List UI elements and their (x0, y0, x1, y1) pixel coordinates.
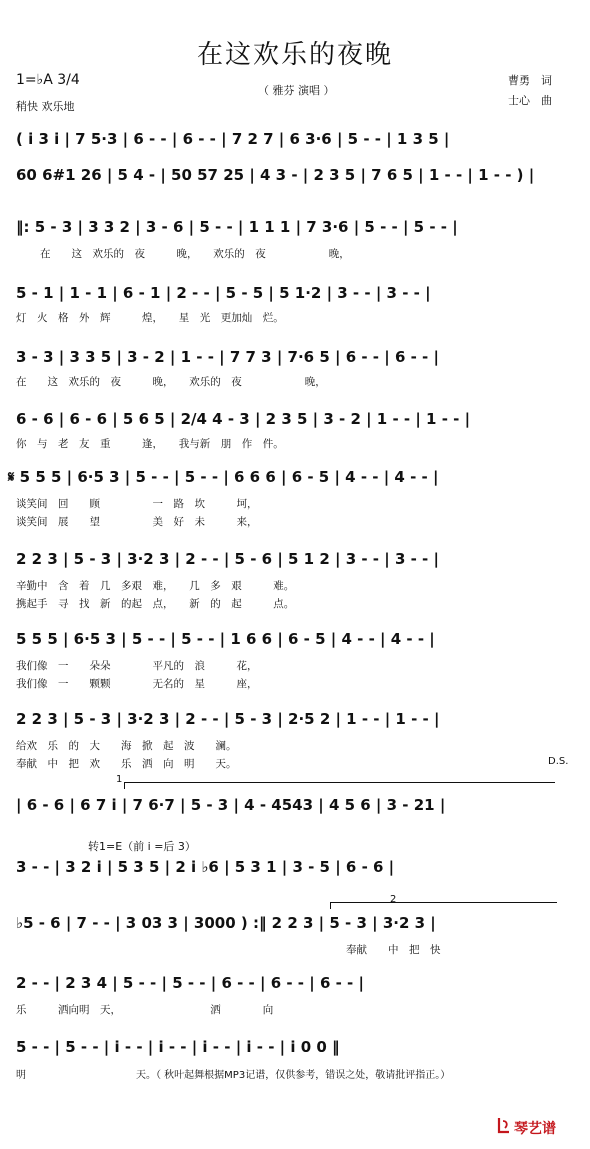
lyric-line: 我们像 一 颗颗 无名的 星 座， (16, 678, 258, 690)
lyricist-credit: 曹勇 词 (508, 74, 552, 87)
volta-number: 2 (390, 894, 397, 905)
dal-segno-marking: D.S. (548, 756, 569, 767)
volta-bracket-1 (124, 782, 555, 789)
notation-row: 2 2 3 | 5 - 3 | 3·2 3 | 2 - - | 5 - 3 | 2·5 2 | 1 - - | 1 - - | (16, 710, 440, 728)
brand-name: 琴艺谱 (514, 1121, 556, 1137)
modulation-marking: 转1=E（前 i =后 3） (88, 840, 196, 853)
notation-row: 5 - - | 5 - - | i - - | i - - | i - - | i - - | i 0 0 ‖ (16, 1038, 340, 1056)
notation-row: 2 2 3 | 5 - 3 | 3·2 3 | 2 - - | 5 - 6 | 5 1 2 | 3 - - | 3 - - | (16, 550, 439, 568)
notation-row: 𝄋 5 5 5 | 6·5 3 | 5 - - | 5 - - | 6 6 6 | 6 - 5 | 4 - - | 4 - - | (8, 468, 439, 486)
notation-row: 3 - 3 | 3 3 5 | 3 - 2 | 1 - - | 7 7 3 | 7·6 5 | 6 - - | 6 - - | (16, 348, 439, 366)
tempo-marking: 稍快 欢乐地 (16, 100, 75, 113)
volta-number: 1 (116, 774, 123, 785)
lyric-line: 奉献 中 把 快 (346, 944, 441, 956)
notation-row: 3 - - | 3 2 i | 5 3 5 | 2 i ♭6 | 5 3 1 | 3 - 5 | 6 - 6 | (16, 858, 395, 876)
lyric-line: 谈笑间 回 顾 一 路 坎 坷， (16, 498, 258, 510)
composer-credit: 士心 曲 (508, 94, 552, 107)
notation-row: 5 5 5 | 6·5 3 | 5 - - | 5 - - | 1 6 6 | 6 - 5 | 4 - - | 4 - - | (16, 630, 435, 648)
brand-logo-icon (496, 1116, 512, 1134)
lyric-line: 我们像 一 朵朵 平凡的 浪 花， (16, 660, 258, 672)
lyric-line: 灯 火 格 外 辉 煌， 星 光 更加灿 烂。 (16, 312, 284, 324)
notation-row: 2 - - | 2 3 4 | 5 - - | 5 - - | 6 - - | 6 - - | 6 - - | (16, 974, 364, 992)
lyric-line: 携起手 寻 找 新 的起 点， 新 的 起 点。 (16, 598, 295, 610)
notation-row: ( i 3 i | 7 5·3 | 6 - - | 6 - - | 7 2 7 | 6 3·6 | 5 - - | 1 3 5 | (16, 130, 450, 148)
singer-credit: （ 雅芬 演唱 ） (258, 84, 335, 97)
notation-row: | 6 - 6 | 6 7 i | 7 6·7 | 5 - 3 | 4 - 4543 | 4 5 6 | 3 - 21 | (16, 796, 446, 814)
lyric-line: 奉献 中 把 欢 乐 洒 向 明 天。 (16, 758, 237, 770)
notation-row: ♭5 - 6 | 7 - - | 3 03 3 | 3000 ) :‖ 2 2 3 | 5 - 3 | 3·2 3 | (16, 914, 436, 932)
lyric-line: 辛勤中 含 着 几 多艰 难， 几 多 艰 难。 (16, 580, 295, 592)
lyric-line: 给欢 乐 的 大 海 掀 起 波 澜。 (16, 740, 237, 752)
notation-row: 60 6#1 26 | 5 4 - | 50 57 25 | 4 3 - | 2 3 5 | 7 6 5 | 1 - - | 1 - - ) | (16, 166, 535, 184)
lyric-line: 在 这 欢乐的 夜 晚， 欢乐的 夜 晚， (16, 376, 326, 388)
page-title: 在这欢乐的夜晚 (196, 40, 393, 70)
lyric-line: 明 天。（ 秋叶起舞根据MP3记谱，仅供参考，错误之处，敬请批评指正。） (16, 1070, 451, 1081)
notation-row: 6 - 6 | 6 - 6 | 5 6 5 | 2/4 4 - 3 | 2 3 5 | 3 - 2 | 1 - - | 1 - - | (16, 410, 471, 428)
lyric-line: 乐 洒向明 天， 洒 向 (16, 1004, 274, 1016)
notation-row: 5 - 1 | 1 - 1 | 6 - 1 | 2 - - | 5 - 5 | 5 1·2 | 3 - - | 3 - - | (16, 284, 431, 302)
lyric-line: 在 这 欢乐的 夜 晚， 欢乐的 夜 晚， (40, 248, 350, 260)
volta-bracket-2 (330, 902, 557, 909)
lyric-line: 谈笑间 展 望 美 好 未 来， (16, 516, 258, 528)
key-signature: 1=♭A 3/4 (16, 72, 80, 88)
notation-row: ‖: 5 - 3 | 3 3 2 | 3 - 6 | 5 - - | 1 1 1 | 7 3·6 | 5 - - | 5 - - | (16, 218, 458, 236)
lyric-line: 你 与 老 友 重 逢， 我与新 朋 作 件。 (16, 438, 284, 450)
